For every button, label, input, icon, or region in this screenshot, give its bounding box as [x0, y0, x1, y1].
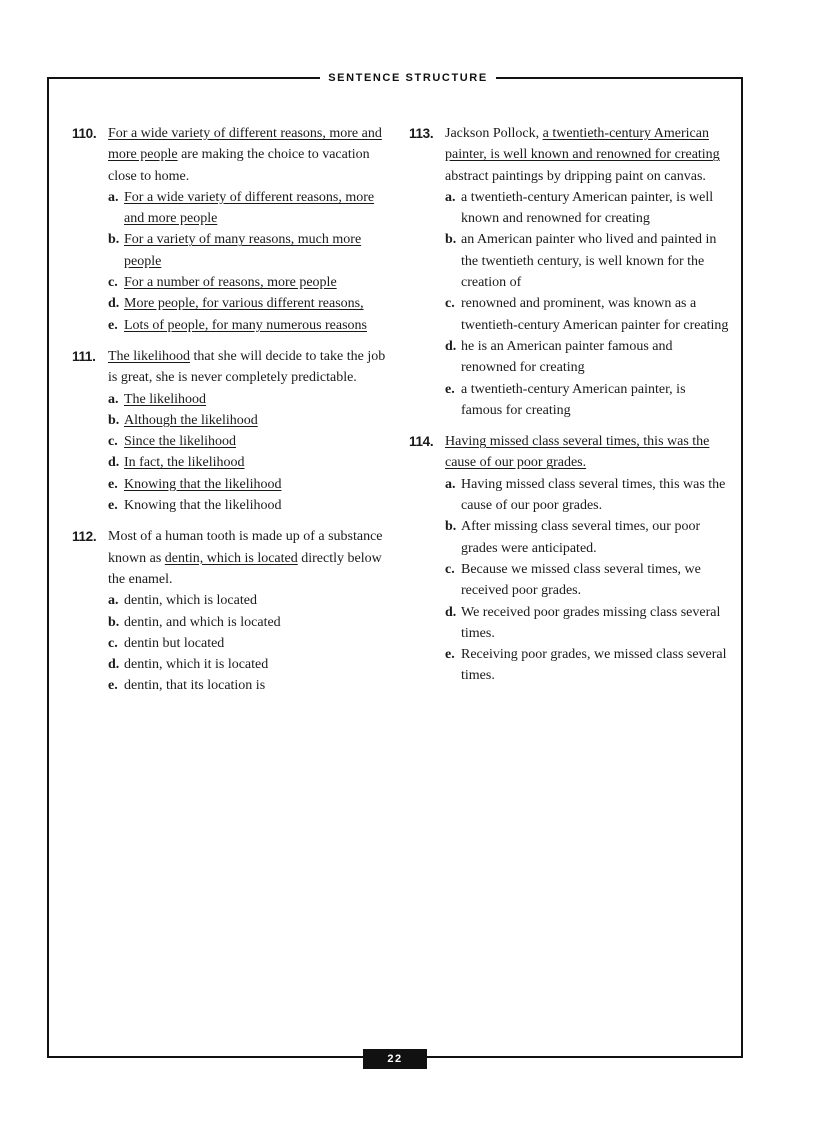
option-letter: b. [108, 412, 120, 428]
answer-option-e[interactable] [108, 474, 392, 495]
option-letter: e. [445, 381, 455, 397]
page-number: 22 [363, 1049, 427, 1069]
answer-option-e[interactable] [445, 644, 729, 687]
left-column [72, 123, 392, 707]
question-number: 111. [72, 348, 96, 364]
answer-option-d[interactable] [108, 452, 392, 473]
stem-text: Most of a human tooth is made up of a substance known as [108, 529, 383, 566]
question-stem [108, 346, 392, 389]
answer-option-c[interactable] [445, 293, 729, 336]
right-column [409, 123, 729, 697]
option-letter: e. [108, 317, 118, 333]
question-stem [445, 123, 729, 187]
option-letter: e. [445, 647, 455, 663]
option-text: dentin, and which is located [124, 614, 281, 630]
option-letter: a. [108, 189, 119, 205]
answer-option-b[interactable] [108, 410, 392, 431]
option-letter: c. [108, 275, 118, 291]
answer-option-c[interactable] [445, 559, 729, 602]
answer-option-c[interactable] [108, 431, 392, 452]
question-stem [108, 526, 392, 590]
option-text: renowned and prominent, was known as a twentieth-century American painter for creating [461, 296, 729, 333]
answer-option-a[interactable] [445, 187, 729, 230]
option-text: For a wide variety of different reasons, more and more people [124, 189, 375, 227]
answer-option-b[interactable] [108, 612, 392, 633]
option-text: Since the likelihood [124, 434, 236, 450]
option-text: dentin but located [124, 635, 225, 651]
option-text: dentin, that its location is [124, 678, 266, 694]
option-letter: b. [445, 232, 457, 248]
option-letter: b. [445, 519, 457, 535]
option-letter: a. [108, 593, 119, 609]
option-letter: a. [445, 189, 456, 205]
answer-option-b[interactable] [445, 229, 729, 293]
option-text: In fact, the likelihood [124, 455, 245, 471]
underlined-segment: Having missed class several times, this was the cause of our poor grades. [445, 434, 710, 471]
option-text: he is an American painter famous and renowned for creating [461, 338, 673, 376]
option-letter: a. [108, 391, 119, 407]
option-letter: d. [108, 296, 120, 312]
option-text: Although the likelihood [124, 412, 258, 428]
option-letter: d. [108, 455, 120, 471]
option-text: Having missed class several times, this was the cause of our poor grades. [461, 476, 726, 514]
stem-text: directly below the enamel. [108, 550, 382, 587]
underlined-segment: For a wide variety of different reasons, more and more people [108, 126, 382, 163]
stem-text: Jackson Pollock, [445, 126, 543, 141]
option-text: After missing class several times, our poor grades were anticipated. [461, 519, 701, 556]
stem-text: are making the choice to vacation close to home. [108, 147, 370, 184]
answer-option-d[interactable] [445, 336, 729, 379]
option-letter: c. [445, 561, 455, 577]
option-letter: e. [108, 476, 118, 492]
section-title: SENTENCE STRUCTURE [320, 72, 496, 84]
question-112 [72, 526, 392, 696]
option-text: Knowing that the likelihood [124, 476, 282, 492]
question-114 [409, 431, 729, 687]
option-text: More people, for various different reasons, [124, 296, 364, 312]
option-letter: c. [108, 635, 118, 651]
option-text: For a variety of many reasons, much more people [124, 232, 362, 269]
option-letter: d. [108, 657, 120, 673]
question-113 [409, 123, 729, 421]
option-text: The likelihood [124, 391, 207, 407]
option-letter: b. [108, 614, 120, 630]
option-letter: d. [445, 338, 457, 354]
answer-option-c[interactable] [108, 272, 392, 293]
question-stem [445, 431, 729, 474]
stem-text: that she will decide to take the job is great, she is never completely predictable. [108, 348, 386, 386]
option-text: We received poor grades missing class several times. [461, 604, 721, 641]
answer-option-e[interactable] [108, 315, 392, 336]
question-111 [72, 346, 392, 516]
answer-option-e-duplicate[interactable] [108, 495, 392, 516]
answer-option-d[interactable] [445, 602, 729, 645]
section-header [0, 68, 816, 86]
underlined-segment: a twentieth-century American painter, is well known and renowned for creating [445, 126, 720, 163]
answer-option-a[interactable] [445, 474, 729, 517]
option-text: For a number of reasons, more people [124, 275, 337, 291]
answer-option-c[interactable] [108, 633, 392, 654]
question-number: 114. [409, 434, 434, 450]
option-letter: b. [108, 232, 120, 248]
option-letter: c. [108, 434, 118, 450]
question-number: 113. [409, 126, 434, 141]
option-text: a twentieth-century American painter, is well known and renowned for creating [461, 189, 714, 227]
answer-option-b[interactable] [108, 229, 392, 272]
stem-text: abstract paintings by dripping paint on canvas. [445, 168, 706, 184]
option-text: dentin, which is located [124, 593, 257, 609]
option-letter: e. [108, 498, 118, 514]
option-letter: a. [445, 476, 456, 492]
question-110 [72, 123, 392, 336]
answer-option-a[interactable] [108, 389, 392, 410]
answer-option-d[interactable] [108, 654, 392, 675]
option-letter: c. [445, 296, 455, 312]
answer-option-d[interactable] [108, 293, 392, 314]
question-number: 112. [72, 529, 97, 545]
answer-option-b[interactable] [445, 516, 729, 559]
answer-option-e[interactable] [445, 379, 729, 422]
underlined-segment: dentin, which is located [164, 550, 298, 566]
question-stem [108, 123, 392, 187]
option-letter: d. [445, 604, 457, 620]
option-text: Lots of people, for many numerous reasons [124, 317, 367, 333]
option-text: Because we missed class several times, we received poor grades. [461, 561, 701, 599]
underlined-segment: The likelihood [108, 348, 191, 364]
option-text: Knowing that the likelihood [124, 498, 282, 514]
answer-option-a[interactable] [108, 590, 392, 611]
option-text: an American painter who lived and painted in the twentieth century, is well known for the creation of [461, 232, 717, 291]
question-number: 110. [72, 126, 97, 141]
option-letter: e. [108, 678, 118, 694]
option-text: dentin, which it is located [124, 657, 269, 673]
answer-option-e[interactable] [108, 675, 392, 696]
option-text: Receiving poor grades, we missed class several times. [461, 647, 727, 684]
answer-option-a[interactable] [108, 187, 392, 230]
option-text: a twentieth-century American painter, is famous for creating [461, 381, 686, 418]
